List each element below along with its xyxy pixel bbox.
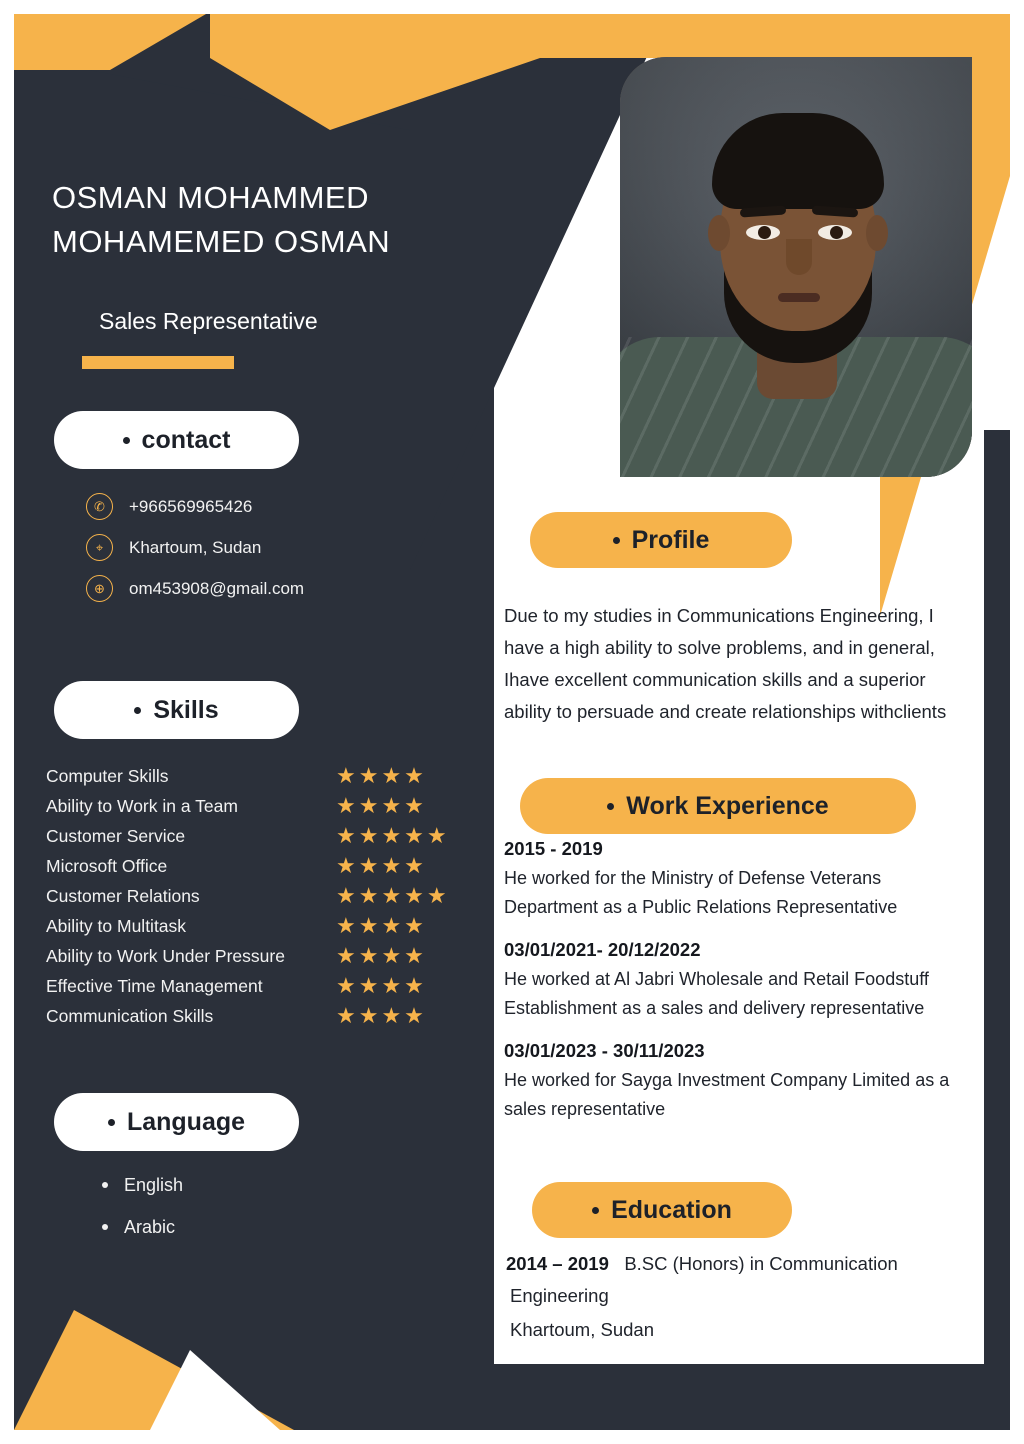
skill-rating-stars: ★★★★ — [336, 973, 427, 998]
skill-rating-stars: ★★★★ — [336, 943, 427, 968]
profile-text: Due to my studies in Communications Engineering, I have a high ability to solve problems, and in general, Ihave excellent communication skills and a superior ability to persuade and create relationships withclients — [504, 605, 947, 722]
list-item — [46, 851, 486, 881]
skill-label: Ability to Multitask — [46, 915, 187, 936]
language-label: Arabic — [124, 1216, 176, 1237]
education-years: 2014 – 2019 — [506, 1253, 609, 1274]
education-field: Engineering — [510, 1285, 609, 1306]
work-date: 03/01/2023 - 30/11/2023 — [504, 1040, 705, 1061]
skill-rating-stars: ★★★★ — [336, 913, 427, 938]
skill-label: Customer Service — [46, 825, 186, 846]
bullet-dot-icon — [134, 707, 141, 714]
skill-label: Effective Time Management — [46, 975, 263, 996]
education-heading-label: Education — [611, 1195, 732, 1224]
bullet-dot-icon — [108, 1119, 115, 1126]
list-item — [504, 939, 974, 1023]
skill-rating-stars: ★★★★ — [336, 793, 427, 818]
education-main-line — [506, 1248, 976, 1279]
section-heading-education — [532, 1182, 792, 1238]
title-underline — [82, 356, 234, 369]
bullet-dot-icon — [102, 1224, 108, 1230]
section-heading-contact — [54, 411, 299, 469]
bullet-dot-icon — [102, 1182, 108, 1188]
contact-email-value: om453908@gmail.com — [129, 578, 305, 598]
language-heading-label: Language — [126, 1107, 246, 1136]
list-item — [46, 1001, 486, 1031]
work-description: He worked at Al Jabri Wholesale and Retail Foodstuff Establishment as a sales and delivery representative — [504, 969, 929, 1018]
skill-label: Customer Relations — [46, 885, 200, 906]
skill-rating-stars: ★★★★ — [336, 763, 427, 788]
language-list — [102, 1164, 183, 1248]
profile-heading-label: Profile — [631, 525, 710, 554]
contact-location-value: Khartoum, Sudan — [129, 537, 262, 557]
work-date: 03/01/2021- 20/12/2022 — [504, 939, 701, 960]
list-item — [102, 1164, 183, 1206]
globe-icon: ⊕ — [86, 575, 113, 602]
work-heading-label: Work Experience — [626, 791, 829, 820]
education-block — [506, 1248, 976, 1347]
skill-label: Ability to Work in a Team — [46, 795, 238, 816]
list-item — [504, 838, 974, 922]
left-sidebar — [14, 56, 494, 1386]
work-date: 2015 - 2019 — [504, 838, 603, 859]
list-item — [46, 761, 486, 791]
contact-phone-value: +966569965426 — [129, 496, 253, 516]
main-content — [500, 0, 1000, 1444]
section-heading-skills — [54, 681, 299, 739]
bullet-dot-icon — [613, 537, 620, 544]
page-title — [52, 176, 482, 264]
list-item — [504, 1040, 974, 1124]
section-heading-profile — [530, 512, 792, 568]
job-title: Sales Representative — [99, 308, 318, 334]
list-item — [102, 1206, 183, 1248]
education-location: Khartoum, Sudan — [510, 1319, 654, 1340]
skill-rating-stars: ★★★★ — [336, 1003, 427, 1028]
list-item — [46, 881, 486, 911]
contact-row-email[interactable] — [86, 568, 466, 609]
skill-label: Computer Skills — [46, 765, 169, 786]
work-description: He worked for Sayga Investment Company Limited as a sales representative — [504, 1070, 950, 1119]
skills-list — [46, 761, 486, 1031]
work-description: He worked for the Ministry of Defense Veterans Department as a Public Relations Representative — [504, 868, 898, 917]
list-item — [46, 911, 486, 941]
phone-icon: ✆ — [86, 493, 113, 520]
contact-row-phone[interactable] — [86, 486, 466, 527]
education-degree: B.SC (Honors) in Communication — [624, 1253, 898, 1274]
list-item — [46, 971, 486, 1001]
bullet-dot-icon — [592, 1207, 599, 1214]
list-item — [46, 941, 486, 971]
language-label: English — [124, 1174, 184, 1195]
skill-label: Microsoft Office — [46, 855, 168, 876]
contact-row-location[interactable] — [86, 527, 466, 568]
bullet-dot-icon — [607, 803, 614, 810]
name-line-1: OSMAN MOHAMMED — [52, 180, 369, 215]
skill-rating-stars: ★★★★★ — [336, 823, 450, 848]
skills-heading-label: Skills — [153, 695, 219, 724]
contact-heading-label: contact — [141, 425, 231, 454]
skill-rating-stars: ★★★★★ — [336, 883, 450, 908]
section-heading-work-experience — [520, 778, 916, 834]
name-line-2: MOHAMEMED OSMAN — [52, 224, 391, 259]
work-experience-list — [504, 838, 974, 1141]
list-item — [46, 791, 486, 821]
location-pin-icon: ⌖ — [86, 534, 113, 561]
skill-label: Communication Skills — [46, 1005, 214, 1026]
section-heading-language — [54, 1093, 299, 1151]
bullet-dot-icon — [123, 437, 130, 444]
skill-label: Ability to Work Under Pressure — [46, 945, 285, 966]
list-item — [46, 821, 486, 851]
contact-list — [86, 486, 466, 609]
skill-rating-stars: ★★★★ — [336, 853, 427, 878]
